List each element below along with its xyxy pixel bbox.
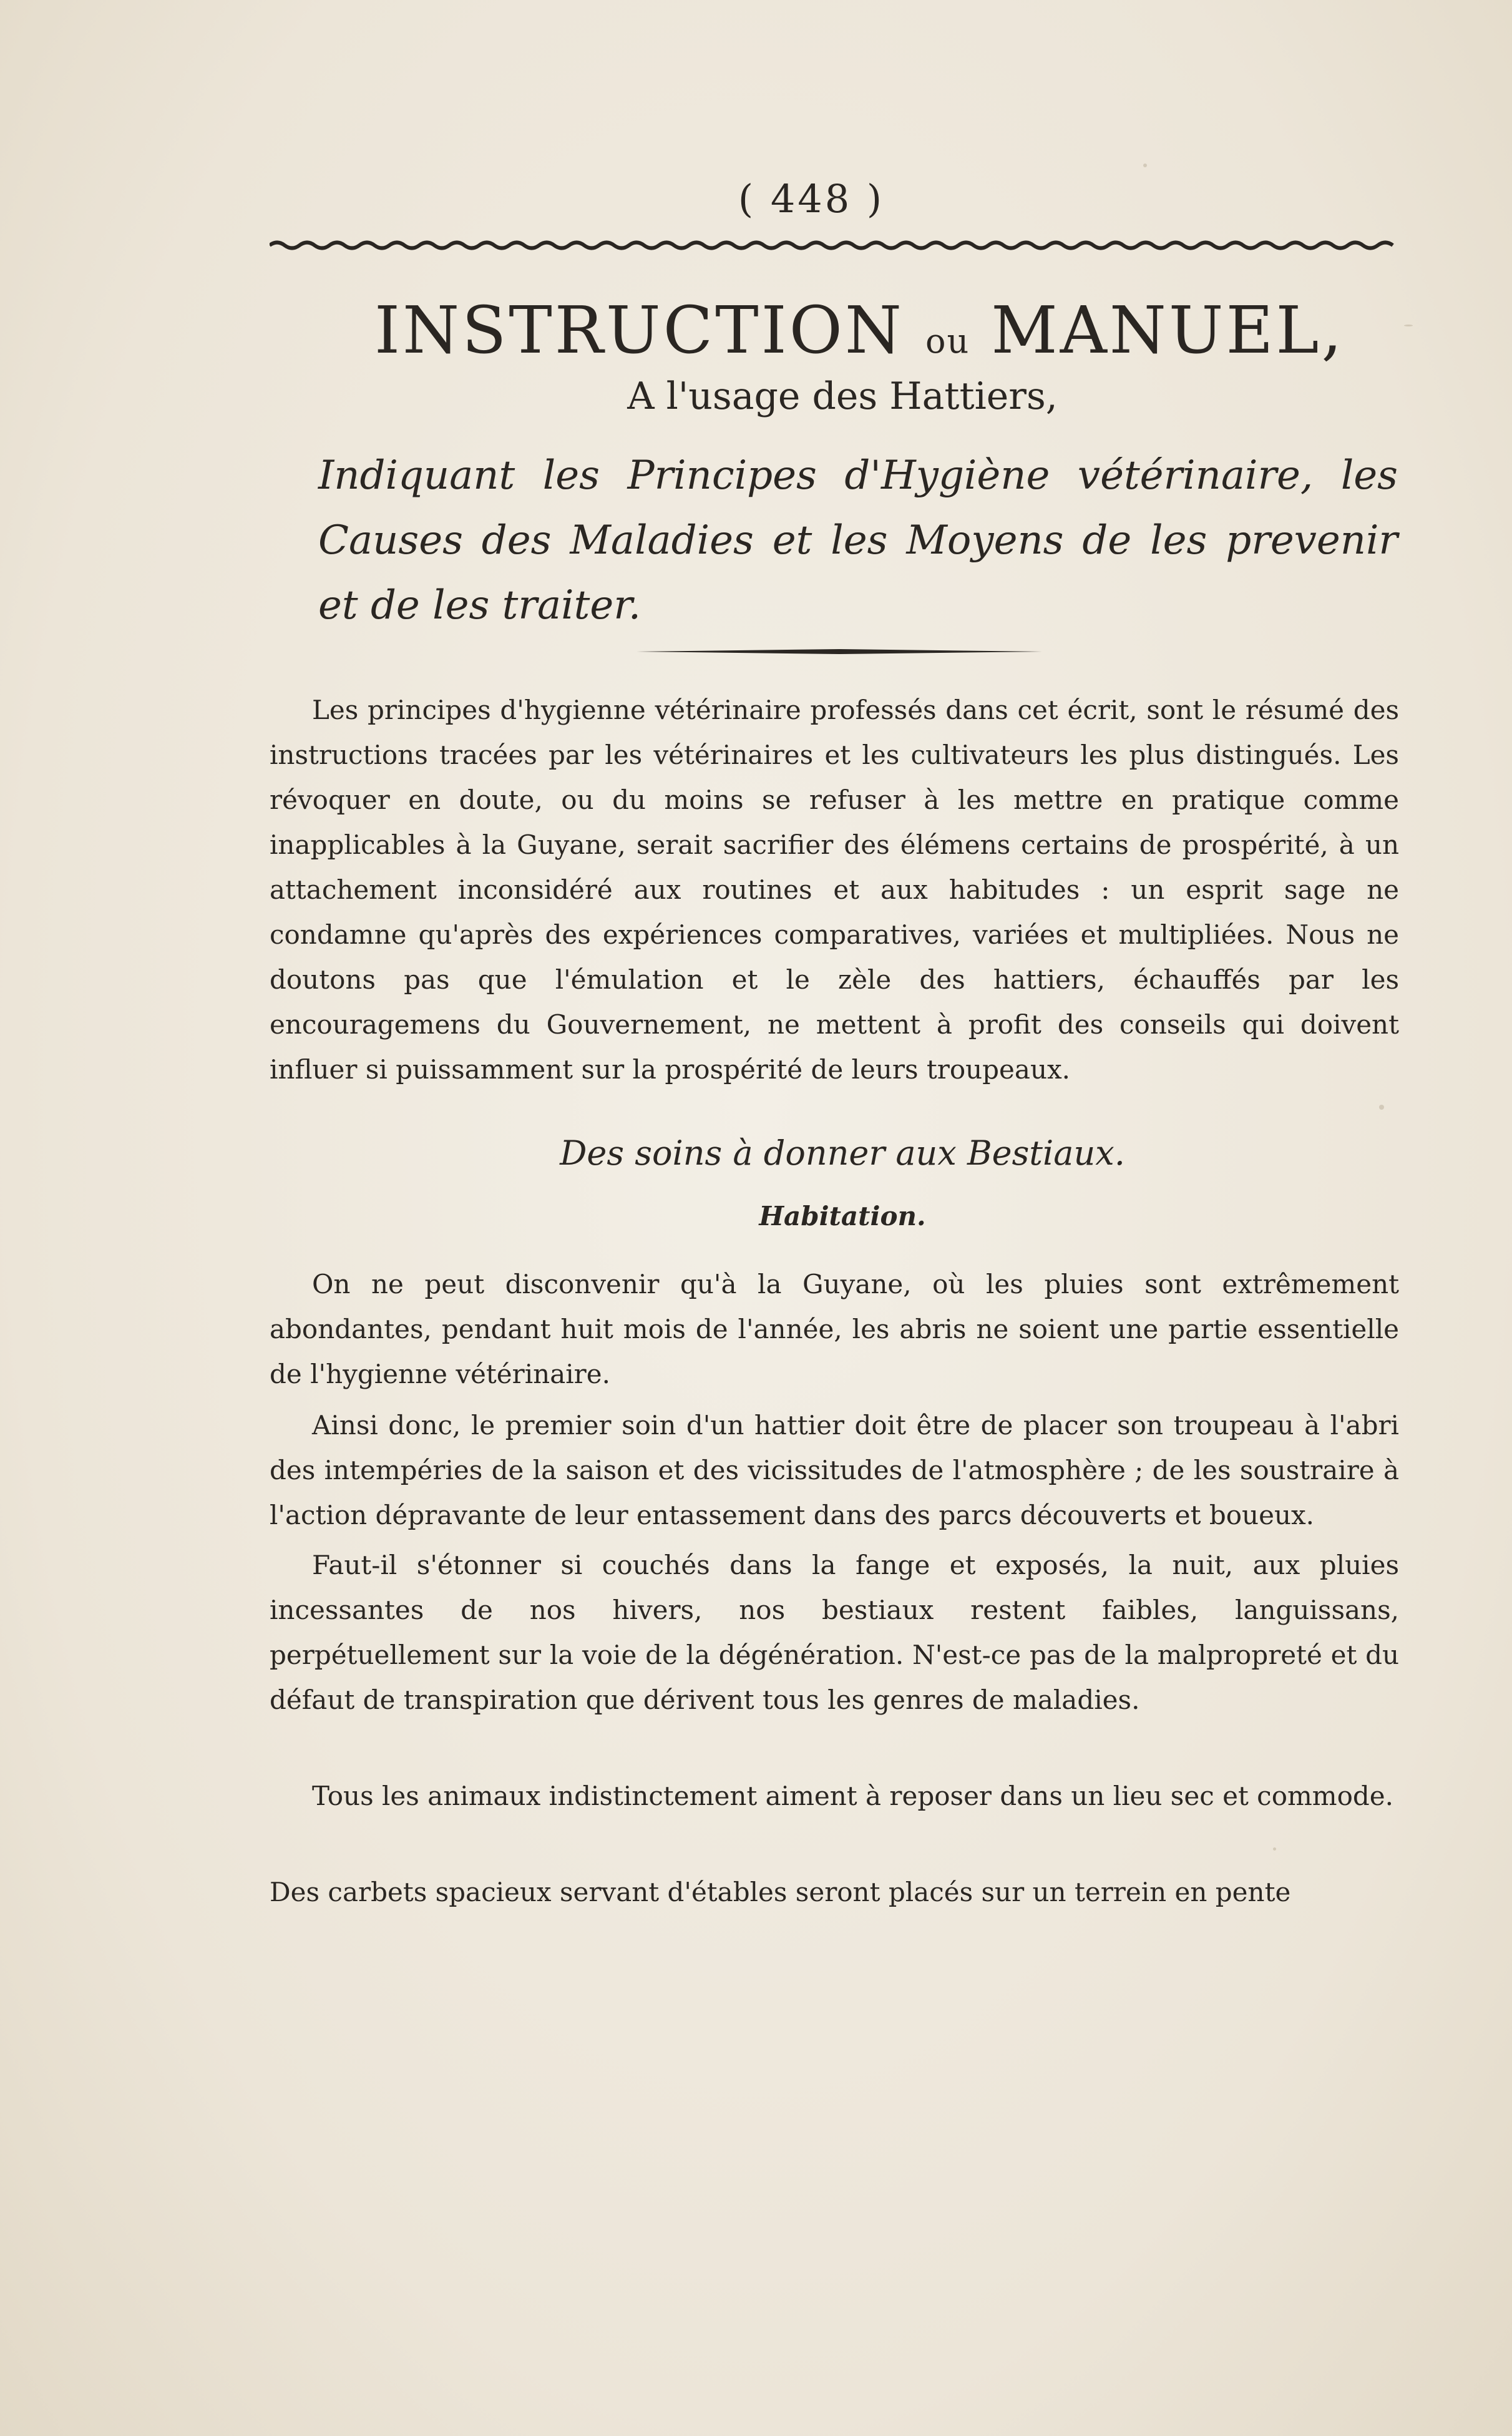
section-divider-rule: [637, 649, 1042, 654]
paragraph-dry-place: Tous les animaux indistinctement aiment à reposer dans un lieu sec et commode.: [312, 1781, 1394, 1811]
paper-speck: [1404, 325, 1413, 326]
document-title: [374, 292, 1345, 368]
paragraph-first-care: Ainsi donc, le premier soin d'un hattier doit être de placer son troupeau à l'abri des intempéries de la saison et des vicissitudes de l'atmosphère ; de les soustraire à l'action dépravante de leur entassement dans des parcs découverts et boueux.: [270, 1410, 1399, 1530]
document-subtitle: A l'usage des Hattiers,: [627, 374, 1058, 418]
page-number: ( 448 ): [738, 176, 885, 222]
paragraph-weakness: Faut-il s'étonner si couchés dans la fange et exposés, la nuit, aux pluies incessantes de nos hivers, nos bestiaux restent faibles, languissans, perpétuellement sur la voie de la dégénération. N'est-ce pas de la malpropreté et du défaut de transpiration que dérivent tous les genres de maladies.: [270, 1550, 1399, 1715]
title-connector: ou: [925, 321, 970, 361]
paragraph-intro: Les principes d'hygienne vétérinaire professés dans cet écrit, sont le résumé des instructions tracées par les vétérinaires et les cultivateurs les plus distingués. Les révoquer en doute, ou du moins se refuser à les mettre en pratique comme inapplicables à la Guyane, serait sacrifier des élémens certains de prospérité, à un attachement inconsidéré aux routines et aux habitudes : un esprit sage ne condamne qu'après des expériences comparatives, variées et multipliées. Nous ne doutons pas que l'émulation et le zèle des hattiers, échauffés par les encouragemens du Gouvernement, ne mettent à profit des conseils qui doivent influer si puissamment sur la prospérité de leurs troupeaux.: [270, 695, 1399, 1085]
decorative-wavy-rule: [270, 238, 1399, 252]
sub-heading-habitation: Habitation.: [759, 1201, 926, 1231]
paragraph-carbets: Des carbets spacieux servant d'étables seront placés sur un terrein en pente: [270, 1877, 1291, 1907]
paper-speck: [1379, 1105, 1384, 1110]
intro-italic-heading: Indiquant les Principes d'Hygiène vétérinaire, les Causes des Maladies et les Moyens de les prevenir et de les traiter.: [318, 452, 1398, 629]
title-part-instruction: INSTRUCTION: [374, 292, 904, 368]
paragraph-rains: On ne peut disconvenir qu'à la Guyane, où les pluies sont extrêmement abondantes, pendant huit mois de l'année, les abris ne soient une partie essentielle de l'hygienne vétérinaire.: [270, 1269, 1399, 1389]
title-part-manuel: MANUEL,: [991, 292, 1345, 368]
paper-speck: [1143, 164, 1147, 167]
section-heading: Des soins à donner aux Bestiaux.: [560, 1133, 1125, 1173]
paper-speck: [1273, 1847, 1276, 1851]
